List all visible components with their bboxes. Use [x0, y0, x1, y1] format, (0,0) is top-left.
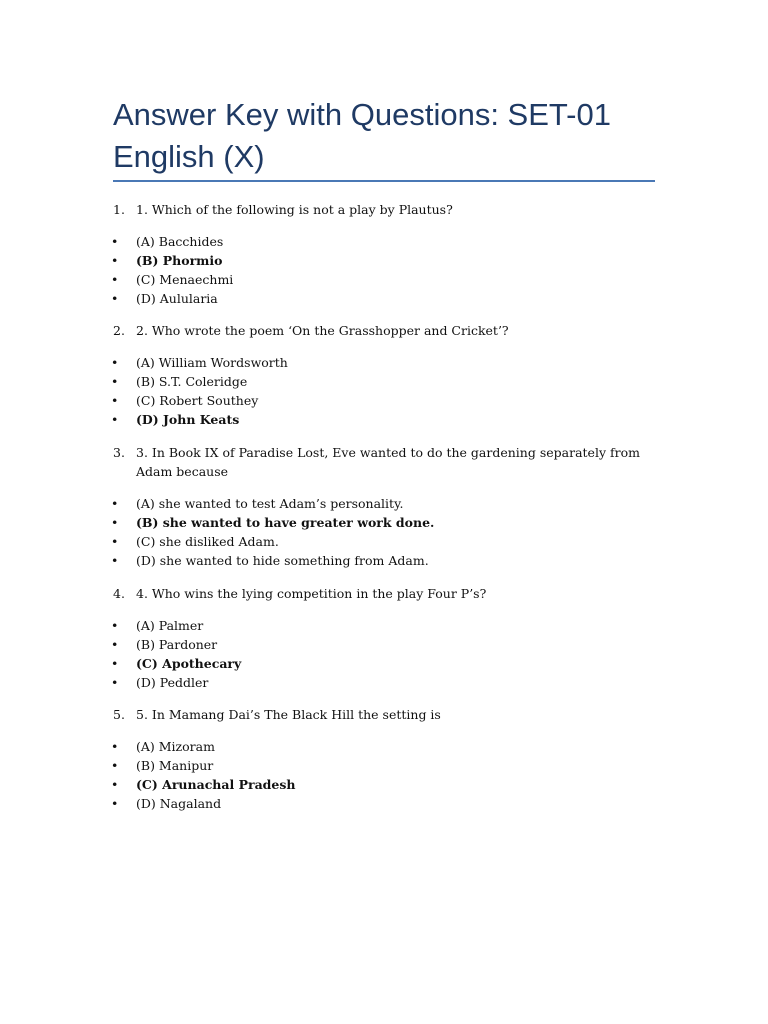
title-underline: [113, 180, 655, 182]
option-label: (A) she wanted to test Adam’s personality.: [136, 496, 404, 511]
bullet-icon: •: [111, 618, 119, 633]
answer-option: [0, 673, 768, 692]
option-label: (A) Mizoram: [136, 739, 215, 754]
bullet-icon: •: [111, 355, 119, 370]
correct-answer-label: (B) Phormio: [136, 253, 223, 268]
correct-answer-label: (B) she wanted to have greater work done.: [136, 515, 435, 530]
answer-option: [0, 775, 768, 794]
option-label: (C) she disliked Adam.: [136, 534, 279, 549]
option-label: (C) Robert Southey: [136, 393, 259, 408]
question-text: 3. In Book IX of Paradise Lost, Eve wanted to do the gardening separately from Adam because: [136, 445, 640, 479]
bullet-icon: •: [111, 393, 119, 408]
question-number: 1.: [113, 202, 125, 217]
question-number: 5.: [113, 707, 125, 722]
question-number: 3.: [113, 445, 125, 460]
answer-option: [0, 551, 768, 570]
option-label: (D) Nagaland: [136, 796, 222, 811]
answer-option: [0, 654, 768, 673]
bullet-icon: •: [111, 272, 119, 287]
answer-option: [0, 372, 768, 391]
answer-option: [0, 756, 768, 775]
option-label: (A) Bacchides: [136, 234, 224, 249]
answer-option: [0, 616, 768, 635]
correct-answer-label: (C) Arunachal Pradesh: [136, 777, 296, 792]
bullet-icon: •: [111, 675, 119, 690]
bullet-icon: •: [111, 553, 119, 568]
bullet-icon: •: [111, 758, 119, 773]
bullet-icon: •: [111, 412, 119, 427]
bullet-icon: •: [111, 515, 119, 530]
bullet-icon: •: [111, 374, 119, 389]
option-label: (B) S.T. Coleridge: [136, 374, 248, 389]
correct-answer-label: (C) Apothecary: [136, 656, 242, 671]
question-text: 4. Who wins the lying competition in the play Four P’s?: [136, 586, 487, 601]
answer-option: [0, 532, 768, 551]
answer-option: [0, 494, 768, 513]
answer-option: [0, 737, 768, 756]
bullet-icon: •: [111, 534, 119, 549]
option-label: (D) Aulularia: [136, 291, 218, 306]
bullet-icon: •: [111, 637, 119, 652]
bullet-icon: •: [111, 796, 119, 811]
option-label: (D) she wanted to hide something from Adam.: [136, 553, 429, 568]
question-text: 5. In Mamang Dai’s The Black Hill the setting is: [136, 707, 441, 722]
question-text: 1. Which of the following is not a play by Plautus?: [136, 202, 453, 217]
bullet-icon: •: [111, 291, 119, 306]
correct-answer-label: (D) John Keats: [136, 412, 240, 427]
option-label: (A) Palmer: [136, 618, 204, 633]
answer-option: [0, 289, 768, 308]
answer-option: [0, 251, 768, 270]
question-number: 2.: [113, 323, 125, 338]
bullet-icon: •: [111, 253, 119, 268]
answer-option: [0, 353, 768, 372]
option-label: (A) William Wordsworth: [136, 355, 288, 370]
option-label: (C) Menaechmi: [136, 272, 234, 287]
option-label: (D) Peddler: [136, 675, 209, 690]
bullet-icon: •: [111, 777, 119, 792]
question-number: 4.: [113, 586, 125, 601]
question-text: 2. Who wrote the poem ‘On the Grasshopper and Cricket’?: [136, 323, 509, 338]
option-label: (B) Pardoner: [136, 637, 218, 652]
answer-option: [0, 410, 768, 429]
bullet-icon: •: [111, 739, 119, 754]
bullet-icon: •: [111, 656, 119, 671]
bullet-icon: •: [111, 496, 119, 511]
option-label: (B) Manipur: [136, 758, 214, 773]
answer-option: [0, 794, 768, 813]
document-title: Answer Key with Questions: SET-01 English (X): [113, 97, 611, 174]
answer-option: [0, 391, 768, 410]
bullet-icon: •: [111, 234, 119, 249]
answer-option: [0, 513, 768, 532]
answer-option: [0, 270, 768, 289]
answer-option: [0, 635, 768, 654]
answer-option: [0, 232, 768, 251]
